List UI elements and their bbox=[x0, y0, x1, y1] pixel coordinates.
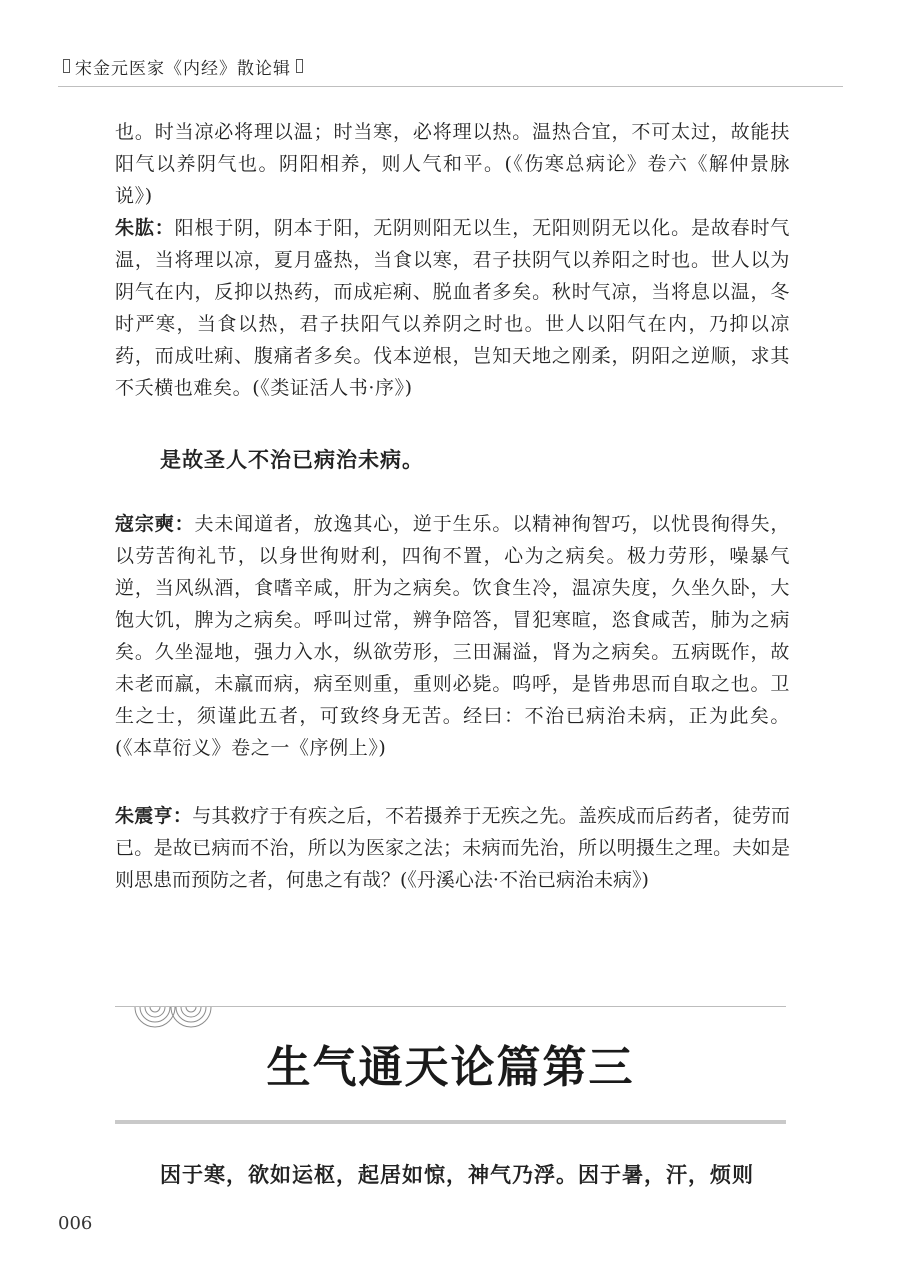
commentary-author: 朱肱： bbox=[115, 217, 175, 239]
continuation-paragraph bbox=[115, 116, 790, 212]
running-header bbox=[58, 46, 308, 86]
commentary-kou-zongshi bbox=[115, 508, 790, 764]
section-rule-bottom bbox=[115, 1120, 786, 1124]
header-rule bbox=[58, 86, 843, 87]
header-mark-left-icon bbox=[63, 59, 70, 73]
commentary-text: 阳根于阴，阴本于阳，无阴则阳无以生，无阳则阴无以化。是故春时气温，当将理以凉，夏月盛热，当食以寒，君子扶阴气以养阳之时也。世人以为阴气在内，反抑以热药，而成疟痢、脱血者多矣。秋时气凉，当将息以温，冬时严寒，当食以热，君子扶阳气以养阴之时也。世人以阳气在内，乃抑以凉药，而成吐痢、腹痛者多矣。伐本逆根，岂知天地之刚柔，阴阳之逆顺，求其不夭横也难矣。(《类证活人书·序》) bbox=[115, 217, 790, 399]
section-rule-top bbox=[115, 1006, 786, 1007]
page-number: 006 bbox=[58, 1213, 93, 1234]
commentary-author: 寇宗奭： bbox=[115, 513, 195, 535]
commentary-author: 朱震亨： bbox=[115, 805, 193, 827]
commentary-zhu-zhenheng bbox=[115, 800, 790, 896]
commentary-text: 与其救疗于有疾之后，不若摄养于无疾之先。盖疾成而后药者，徒劳而已。是故已病而不治，所以为医家之法；未病而先治，所以明摄生之理。夫如是则思患而预防之者，何患之有哉？(《丹溪心法·不治已病治未病》) bbox=[115, 805, 790, 891]
circle-ornament-icon bbox=[133, 1007, 213, 1037]
paragraph-text: 也。时当凉必将理以温；时当寒，必将理以热。温热合宜，不可太过，故能扶阳气以养阴气也。阴阳相养，则人气和平。(《伤寒总病论》卷六《解仲景脉说》) bbox=[115, 121, 790, 207]
commentary-zhu-gong bbox=[115, 212, 790, 404]
chapter-title: 生气通天论篇第三 bbox=[266, 1042, 635, 1093]
classic-quote: 是故圣人不治已病治未病。 bbox=[160, 448, 424, 472]
chapter-first-line: 因于寒，欲如运枢，起居如惊，神气乃浮。因于暑，汗，烦则 bbox=[160, 1163, 754, 1187]
header-mark-right-icon bbox=[296, 59, 303, 73]
commentary-text: 夫未闻道者，放逸其心，逆于生乐。以精神徇智巧，以忧畏徇得失，以劳苦徇礼节，以身世徇财利，四徇不置，心为之病矣。极力劳形，噪暴气逆，当风纵酒，食嗜辛咸，肝为之病矣。饮食生冷，温凉失度，久坐久卧，大饱大饥，脾为之病矣。呼叫过常，辨争陪答，冒犯寒暄，恣食咸苦，肺为之病矣。久坐湿地，强力入水，纵欲劳形，三田漏溢，肾为之病矣。五病既作，故未老而羸，未羸而病，病至则重，重则必毙。呜呼，是皆弗思而自取之也。卫生之士，须谨此五者，可致终身无苦。经曰：不治已病治未病，正为此矣。(《本草衍义》卷之一《序例上》) bbox=[115, 513, 790, 759]
book-title: 宋金元医家《内经》散论辑 bbox=[75, 58, 291, 79]
